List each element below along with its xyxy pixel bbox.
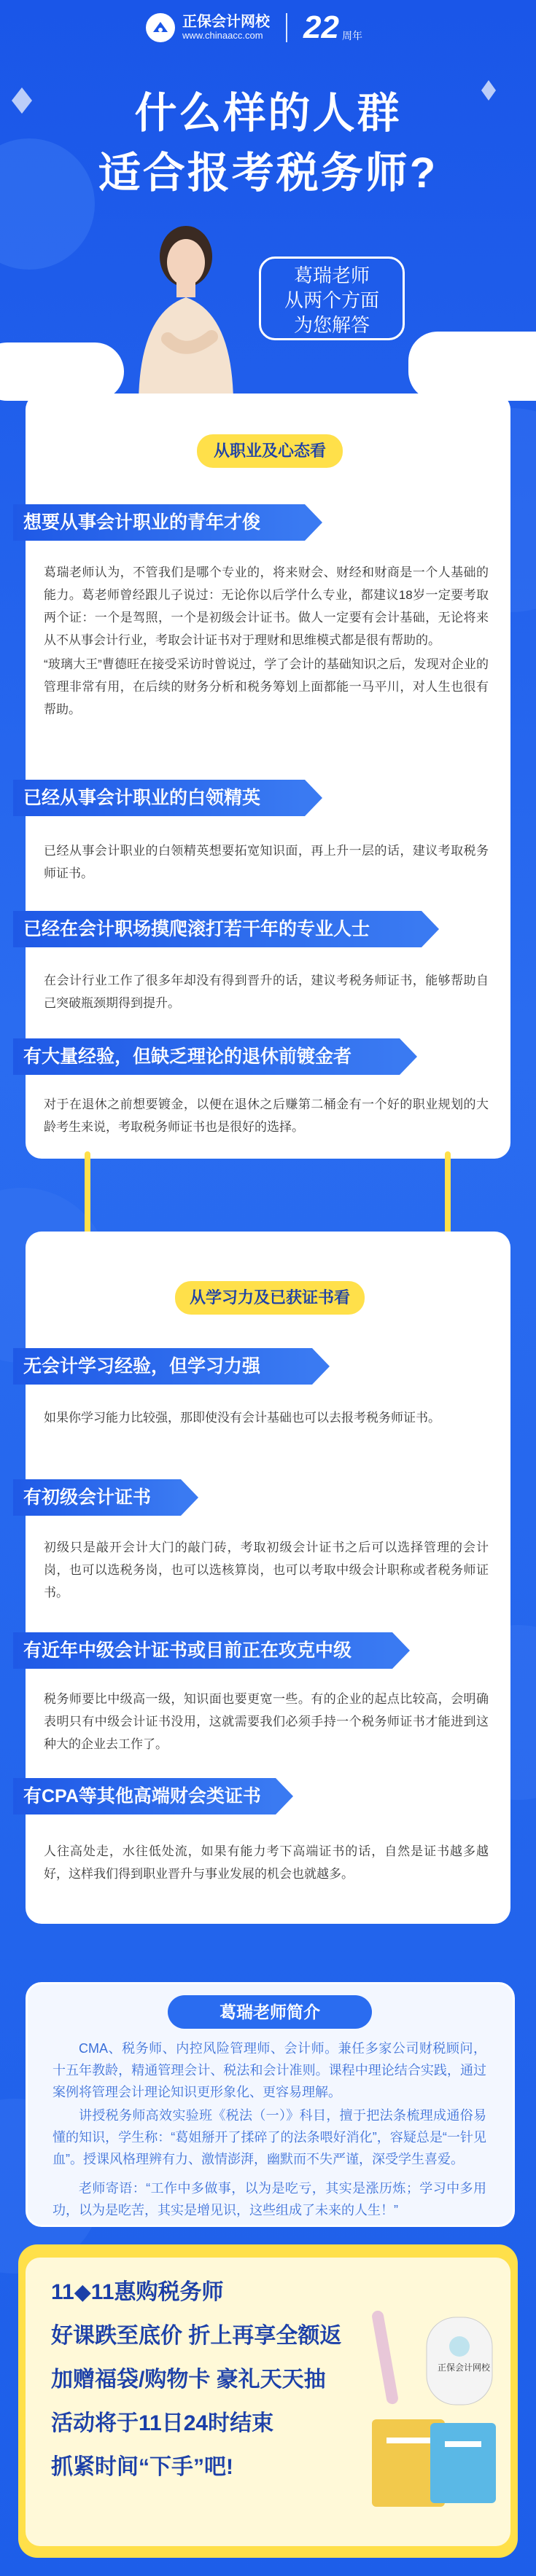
section2-item2-title: 有初级会计证书	[13, 1479, 181, 1516]
teacher-intro-paragraph2: 讲授税务师高效实验班《税法（一）》科目，擅于把法条梳理成通俗易懂的知识，学生称：“葛姐掰开了揉碎了的法条喂好消化”，容疑总是“一针见血”。授课风格理辨有力、激情澎湃，幽默而不失严谨，深受学生喜爱。	[53, 2108, 486, 2166]
promo-line4: 活动将于11日24时结束	[51, 2411, 274, 2435]
header	[146, 9, 362, 45]
section1-item2-title: 已经从事会计职业的白领精英	[13, 780, 305, 816]
card-connector	[445, 1151, 451, 1239]
section-heading-study: 从学习力及已获证书看	[175, 1281, 365, 1315]
section1-item1-paragraph2: “玻璃大王”曹德旺在接受采访时曾说过，学了会计的基础知识之后，发现对企业的管理非常有用，在后续的财务分析和税务筹划上面都能一马平川，对人生也很有帮助。	[44, 657, 489, 716]
teacher-portrait-icon	[124, 211, 248, 401]
section1-item1-title: 想要从事会计职业的青年才俊	[13, 504, 305, 541]
section2-item4-title: 有CPA等其他高端财会类证书	[13, 1778, 276, 1814]
brand-name: 正保会计网校	[182, 14, 270, 30]
section2-item3-paragraph: 税务师要比中级高一级，知识面也要更宽一些。有的企业的起点比较高，会明确表明只有中级会计证书没用，这就需要我们必须手持一个税务师证书才能进到这种大的企业去工作了。	[44, 1692, 489, 1751]
brand-logo-icon	[146, 13, 175, 42]
section2-item4-paragraph: 人往高处走，水往低处流，如果有能力考下高端证书的话，自然是证书越多越好，这样我们得到职业晋升与事业发展的机会也就越多。	[44, 1844, 489, 1881]
brand-url: www.chinaacc.com	[182, 30, 263, 41]
promo-line5: 抓紧时间“下手”吧!	[51, 2455, 233, 2479]
section-heading-career: 从职业及心态看	[197, 434, 343, 468]
cloud-decoration	[408, 332, 536, 401]
teacher-intro-paragraph1: CMA、税务师、内控风险管理师、会计师。兼任多家公司财税顾问，十五年教龄，精通管理会计、税法和会计准则。课程中理论结合实践，通过案例将管理会计理论知识更形象化、更容易理解。	[53, 2041, 486, 2099]
section2-item1-paragraph: 如果你学习能力比较强，那即使没有会计基础也可以去报考税务师证书。	[44, 1411, 440, 1425]
page-title-line1: 什么样的人群	[134, 90, 402, 137]
teacher-intro-heading: 葛瑞老师简介	[168, 1995, 372, 2029]
anniversary-badge	[303, 9, 362, 45]
section2-item1-title: 无会计学习经验，但学习力强	[13, 1348, 312, 1385]
bubble-line1: 葛瑞老师	[293, 265, 370, 286]
teacher-intro-paragraph3: 老师寄语：“工作中多做事，以为是吃亏，其实是涨历炼；学习中多用功，以为是吃苦，其实是增见识，这些组成了未来的人生！”	[53, 2181, 486, 2217]
anniversary-number: 22	[303, 9, 339, 45]
page-title-line2: 适合报考税务师?	[98, 149, 438, 197]
card-connector	[85, 1151, 90, 1239]
section1-item3-paragraph: 在会计行业工作了很多年却没有得到晋升的话，建议考税务师证书，能够帮助自己突破瓶颈期得到提升。	[44, 974, 489, 1010]
section1-item4-paragraph: 对于在退休之前想要镀金，以便在退休之后赚第二桶金有一个好的职业规划的大龄考生来说，考取税务师证书也是很好的选择。	[44, 1097, 489, 1134]
prize-box-label: 正保会计网校	[438, 2362, 491, 2373]
section1-item1-paragraph1: 葛瑞老师认为，不管我们是哪个专业的，将来财会、财经和财商是一个人基础的能力。葛老师曾经跟儿子说过：无论你以后学什么专业，都建议18岁一定要考取两个证：一个是驾照，一个是初级会计证书。做人一定要有会计基础，无论将来从不从事会计行业，考取会计证书对于理财和思维模式都是很有帮助的。	[44, 565, 489, 647]
promo-line3: 加赠福袋/购物卡 豪礼天天抽	[51, 2368, 326, 2392]
anniversary-label: 周年	[341, 30, 362, 42]
cloud-decoration	[0, 342, 124, 401]
section1-item4-title: 有大量经验，但缺乏理论的退休前镀金者	[13, 1038, 400, 1075]
prize-gift-icon	[365, 2295, 503, 2529]
section1-item3-title: 已经在会计职场摸爬滚打若干年的专业人士	[13, 911, 422, 947]
header-divider	[286, 13, 287, 42]
speech-bubble	[259, 257, 405, 340]
section1-item2-paragraph: 已经从事会计职业的白领精英想要拓宽知识面，再上升一层的话，建议考取税务师证书。	[44, 844, 489, 880]
section2-item3-title: 有近年中级会计证书或目前正在攻克中级	[13, 1632, 392, 1669]
bubble-line2: 从两个方面	[284, 289, 379, 311]
section2-item2-paragraph: 初级只是敲开会计大门的敲门砖，考取初级会计证书之后可以选择管理的会计岗，也可以选税务岗，也可以选核算岗，也可以考取中级会计职称或者税务师证书。	[44, 1540, 489, 1600]
brand-text	[182, 14, 270, 42]
promo-line1: 11◆11惠购税务师	[51, 2280, 224, 2304]
bubble-line3: 为您解答	[293, 314, 370, 336]
promo-line2: 好课跌至底价 折上再享全额返	[51, 2324, 342, 2348]
